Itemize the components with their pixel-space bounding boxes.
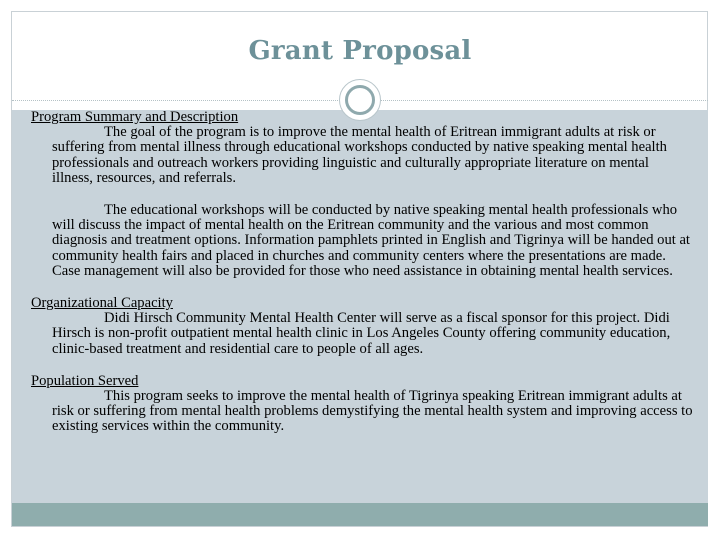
section-paragraph: Didi Hirsch Community Mental Health Center will serve as a fiscal sponsor for this project. Didi Hirsch is non-profit outpatient mental health clinic in Los Angeles County offering community education, clinic-based treatment and residential care to people of all ages.: [52, 310, 671, 357]
section-heading-organizational-capacity: Organizational Capacity: [31, 295, 173, 312]
slide-body: [31, 110, 693, 435]
section-heading-program-summary: Program Summary and Description: [31, 109, 239, 125]
section-paragraph: This program seeks to improve the mental health of Tigrinya speaking Eritrean immigrant adults at risk or suffering from mental health problems demystifying the mental health system and improving access to existing services within the community.: [52, 388, 693, 435]
slide-title: Grant Proposal: [248, 36, 472, 66]
spacer: [31, 186, 693, 203]
spacer: [31, 279, 693, 296]
footer-band: [12, 503, 708, 526]
section-paragraph: The goal of the program is to improve the mental health of Eritrean immigrant adults at risk or suffering from mental illness through educational workshops conducted by native speaking mental health professionals and outreach workers providing linguistic and culturally appropriate literature on mental illness, resources, and referrals.: [52, 124, 667, 186]
spacer: [31, 357, 693, 374]
section-heading-population-served: Population Served: [31, 372, 139, 389]
section-paragraph: The educational workshops will be conducted by native speaking mental health professionals who will discuss the impact of mental health on the Eritrean community and the various and most common diagnosis and treatment options. Information pamphlets printed in English and Tigrinya will be handed out at community health fairs and placed in churches and community centers where the presentations are made. Case management will also be provided for those who need assistance in obtaining mental health services.: [52, 202, 690, 279]
